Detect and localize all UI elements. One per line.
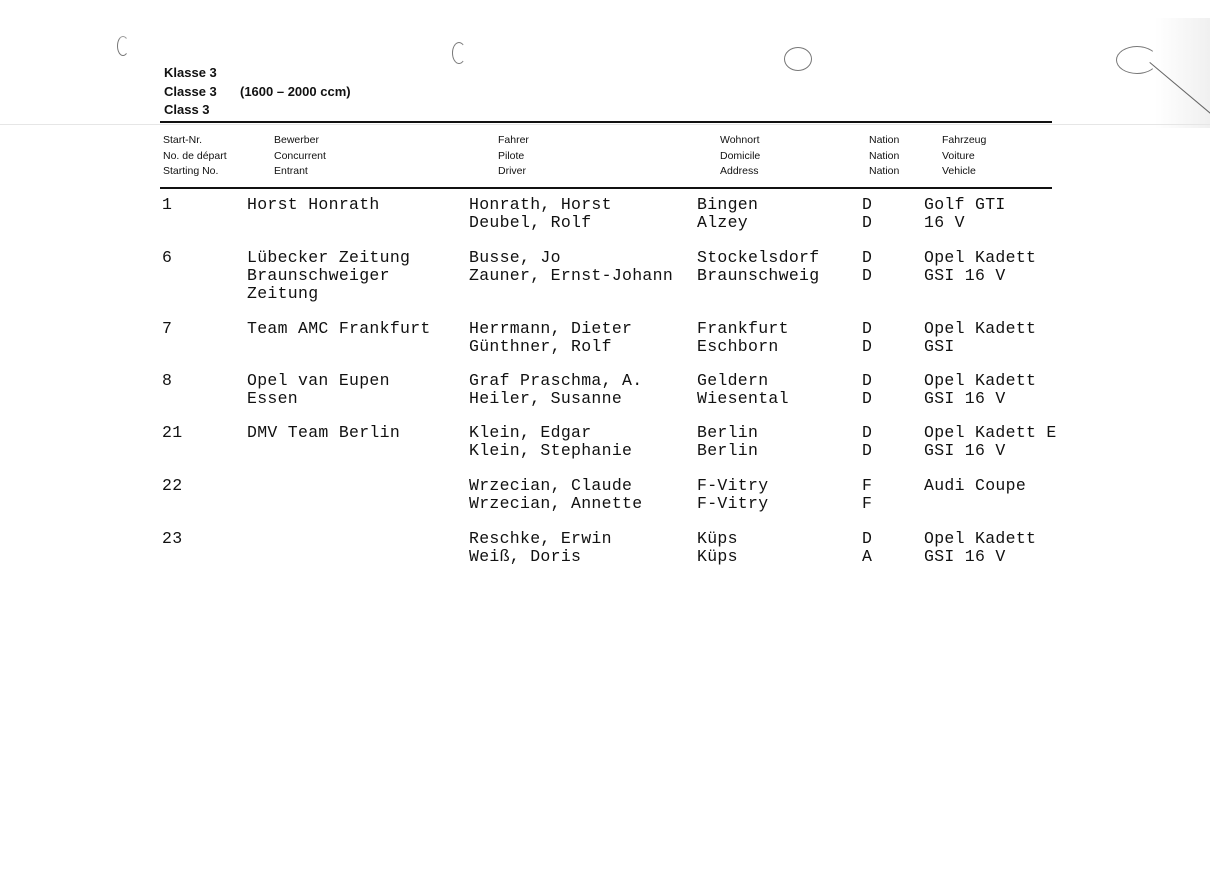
class-line-en [164, 101, 351, 120]
nation-code: D [862, 529, 873, 548]
addresses [697, 320, 789, 356]
addresses [697, 196, 758, 232]
vehicle [924, 196, 1006, 232]
start-number: 21 [162, 423, 183, 442]
vehicle-line: GSI [924, 336, 955, 356]
driver-name: Günthner, Rolf [469, 336, 612, 356]
class-heading [164, 64, 351, 120]
driver-name: Honrath, Horst [469, 195, 612, 214]
address: Frankfurt [697, 319, 789, 338]
address: Braunschweig [697, 265, 820, 285]
header-label: Fahrzeug [942, 134, 987, 146]
start-number: 6 [162, 248, 173, 267]
punch-hole-mark [452, 42, 466, 64]
nation-code: D [862, 212, 873, 232]
header-label: Wohnort [720, 134, 760, 146]
drivers [469, 249, 673, 285]
header-start-no [163, 133, 227, 180]
nation-code: A [862, 546, 873, 566]
driver-name: Klein, Stephanie [469, 440, 633, 460]
driver-name: Wrzecian, Claude [469, 476, 633, 495]
drivers [469, 530, 612, 566]
start-number: 22 [162, 476, 183, 495]
start-number: 1 [162, 195, 173, 214]
class-line-de [164, 64, 351, 83]
entrant [247, 320, 431, 338]
vehicle-line: GSI 16 V [924, 265, 1006, 285]
address: Stockelsdorf [697, 248, 820, 267]
vehicle-line: Opel Kadett [924, 529, 1037, 548]
nation-code: D [862, 265, 873, 285]
driver-name: Heiler, Susanne [469, 388, 623, 408]
punch-hole-mark [117, 36, 129, 56]
header-label: No. de départ [163, 149, 227, 162]
header-label: Concurrent [274, 149, 326, 162]
drivers [469, 320, 632, 356]
header-nation [869, 133, 899, 180]
address: Alzey [697, 212, 749, 232]
vehicle [924, 530, 1036, 566]
address: F-Vitry [697, 476, 769, 495]
vehicle [924, 477, 1026, 495]
header-label: Pilote [498, 149, 525, 162]
header-rule [160, 187, 1052, 189]
header-label: Bewerber [274, 134, 319, 146]
entrant-line: Braunschweiger [247, 265, 390, 285]
nation-code: D [862, 248, 873, 267]
entrant [247, 249, 410, 302]
top-rule [160, 121, 1052, 123]
nation-code: F [862, 476, 873, 495]
entrant-line: Lübecker Zeitung [247, 248, 411, 267]
nation-code: D [862, 371, 873, 390]
address: Wiesental [697, 388, 789, 408]
vehicle-line: Audi Coupe [924, 476, 1027, 495]
header-label: Nation [869, 134, 900, 146]
header-vehicle [942, 133, 986, 180]
addresses [697, 424, 758, 460]
nations [862, 477, 872, 513]
vehicle-line: Opel Kadett [924, 248, 1037, 267]
addresses [697, 530, 738, 566]
vehicle-line: GSI 16 V [924, 388, 1006, 408]
vehicle [924, 320, 1036, 356]
class-line-fr [164, 83, 351, 102]
header-label: Entrant [274, 165, 308, 177]
driver-name: Klein, Edgar [469, 423, 592, 442]
entrant-line: Opel van Eupen [247, 371, 390, 390]
header-label: Domicile [720, 149, 761, 162]
start-number: 23 [162, 529, 183, 548]
header-address [720, 133, 760, 180]
address: F-Vitry [697, 493, 769, 513]
driver-name: Graf Praschma, A. [469, 371, 643, 390]
entrant-line: Zeitung [247, 283, 319, 303]
vehicle [924, 372, 1036, 408]
entrant-line: Team AMC Frankfurt [247, 319, 431, 338]
header-entrant [274, 133, 326, 180]
header-label: Voiture [942, 149, 975, 162]
vehicle [924, 424, 1057, 460]
class-label: Klasse 3 [164, 65, 217, 80]
driver-name: Herrmann, Dieter [469, 319, 633, 338]
header-label: Starting No. [163, 165, 219, 177]
entrant-line: Essen [247, 388, 299, 408]
header-driver [498, 133, 529, 180]
header-label: Nation [869, 165, 900, 177]
header-label: Vehicle [942, 165, 976, 177]
nations [862, 320, 872, 356]
vehicle-line: GSI 16 V [924, 546, 1006, 566]
nation-code: D [862, 195, 873, 214]
addresses [697, 372, 789, 408]
nations [862, 372, 872, 408]
class-label: Class 3 [164, 102, 210, 117]
entrant-line: DMV Team Berlin [247, 423, 401, 442]
punch-hole-mark [1116, 46, 1158, 74]
header-label: Address [720, 165, 759, 177]
nation-code: D [862, 388, 873, 408]
entrant [247, 372, 390, 408]
address: Berlin [697, 440, 759, 460]
vehicle [924, 249, 1036, 285]
address: Geldern [697, 371, 769, 390]
fold-line [0, 124, 1210, 125]
driver-name: Weiß, Doris [469, 546, 582, 566]
nation-code: D [862, 440, 873, 460]
address: Küps [697, 529, 738, 548]
start-number: 8 [162, 371, 173, 390]
nation-code: D [862, 423, 873, 442]
vehicle-line: Opel Kadett E [924, 423, 1057, 442]
driver-name: Zauner, Ernst-Johann [469, 265, 674, 285]
header-label: Driver [498, 165, 526, 177]
nation-code: D [862, 336, 873, 356]
nations [862, 249, 872, 285]
drivers [469, 372, 642, 408]
nation-code: F [862, 493, 873, 513]
vehicle-line: Opel Kadett [924, 319, 1037, 338]
header-label: Start-Nr. [163, 134, 203, 146]
address: Bingen [697, 195, 759, 214]
header-label: Nation [869, 149, 900, 162]
nations [862, 424, 872, 460]
drivers [469, 196, 612, 232]
driver-name: Deubel, Rolf [469, 212, 592, 232]
vehicle-line: 16 V [924, 212, 965, 232]
entrant-line: Horst Honrath [247, 195, 380, 214]
vehicle-line: Opel Kadett [924, 371, 1037, 390]
address: Eschborn [697, 336, 779, 356]
vehicle-line: GSI 16 V [924, 440, 1006, 460]
driver-name: Wrzecian, Annette [469, 493, 643, 513]
entrant [247, 196, 380, 214]
header-label: Fahrer [498, 134, 529, 146]
driver-name: Reschke, Erwin [469, 529, 612, 548]
entrant [247, 424, 400, 442]
displacement-range: (1600 – 2000 ccm) [240, 83, 351, 99]
nations [862, 196, 872, 232]
punch-hole-mark [784, 47, 812, 71]
drivers [469, 424, 632, 460]
nation-code: D [862, 319, 873, 338]
class-label: Classe 3 [164, 83, 217, 99]
address: Berlin [697, 423, 759, 442]
start-number: 7 [162, 319, 173, 338]
vehicle-line: Golf GTI [924, 195, 1006, 214]
driver-name: Busse, Jo [469, 248, 561, 267]
drivers [469, 477, 642, 513]
nations [862, 530, 872, 566]
addresses [697, 477, 768, 513]
address: Küps [697, 546, 738, 566]
addresses [697, 249, 819, 285]
